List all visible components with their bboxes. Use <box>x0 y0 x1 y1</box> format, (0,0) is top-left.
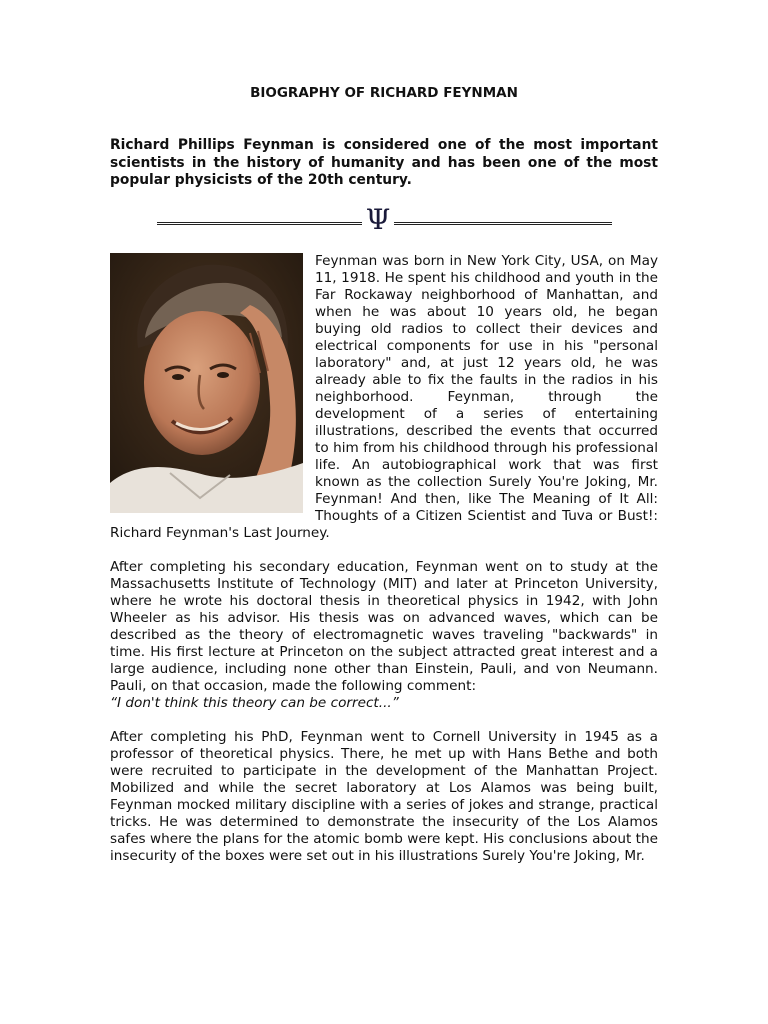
portrait-illustration <box>110 253 303 513</box>
paragraph-career: After completing his PhD, Feynman went to Cornell University in 1945 as a professor of theoretical physics. There, he met up with Hans Bethe and both were recruited to participate in the development of the Manhattan Project. Mobilized and while the secret laboratory at Los Alamos was being built, Feynman mocked military discipline with a series of jokes and strange, practical tricks. He was determined to demonstrate the insecurity of the Los Alamos safes where the plans for the atomic bomb were kept. His conclusions about the insecurity of the boxes were set out in his illustrations Surely You're Joking, Mr. <box>110 729 658 864</box>
paragraph-education: After completing his secondary education, Feynman went on to study at the Massachusetts Institute of Technology (MIT) and later at Princeton University, where he wrote his doctoral thesis in theoretical physics in 1942, with John Wheeler as his advisor. His thesis was on advanced waves, which can be described as the theory of electromagnetic waves traveling "backwards" in time. His first lecture at Princeton on the subject attracted great interest and a large audience, including none other than Einstein, Pauli, and von Neumann. Pauli, on that occasion, made the following comment: <box>110 559 658 694</box>
biography-body <box>110 253 658 882</box>
divider-rule-left <box>157 222 362 225</box>
ornamental-divider <box>157 204 612 236</box>
page-title: BIOGRAPHY OF RICHARD FEYNMAN <box>250 85 518 101</box>
paragraph-early-life: Feynman was born in New York City, USA, on May 11, 1918. He spent his childhood and youth in the Far Rockaway neighborhood of Manhattan, and when he was about 10 years old, he began buying old radios to collect their devices and electrical components for use in his "personal laboratory" and, at just 12 years old, he was already able to fix the faults in the radios in his neighborhood. Feynman, through the development of a series of entertaining illustrations, described the events that occurred to him from his childhood through his professional life. An autobiographical work that was first known as the collection Surely You're Joking, Mr. Feynman! And then, like The Meaning of It All: Thoughts of a Citizen Scientist and Tuva or Bust!: Richard Feynman's Last Journey. <box>110 253 658 541</box>
portrait-photo <box>110 253 303 513</box>
divider-rule-right <box>394 222 612 225</box>
psi-symbol: Ψ <box>365 203 391 236</box>
pauli-quote: “I don't think this theory can be correct...” <box>110 695 399 711</box>
intro-paragraph: Richard Phillips Feynman is considered one of the most important scientists in the history of humanity and has been one of the most popular physicists of the 20th century. <box>110 137 658 188</box>
